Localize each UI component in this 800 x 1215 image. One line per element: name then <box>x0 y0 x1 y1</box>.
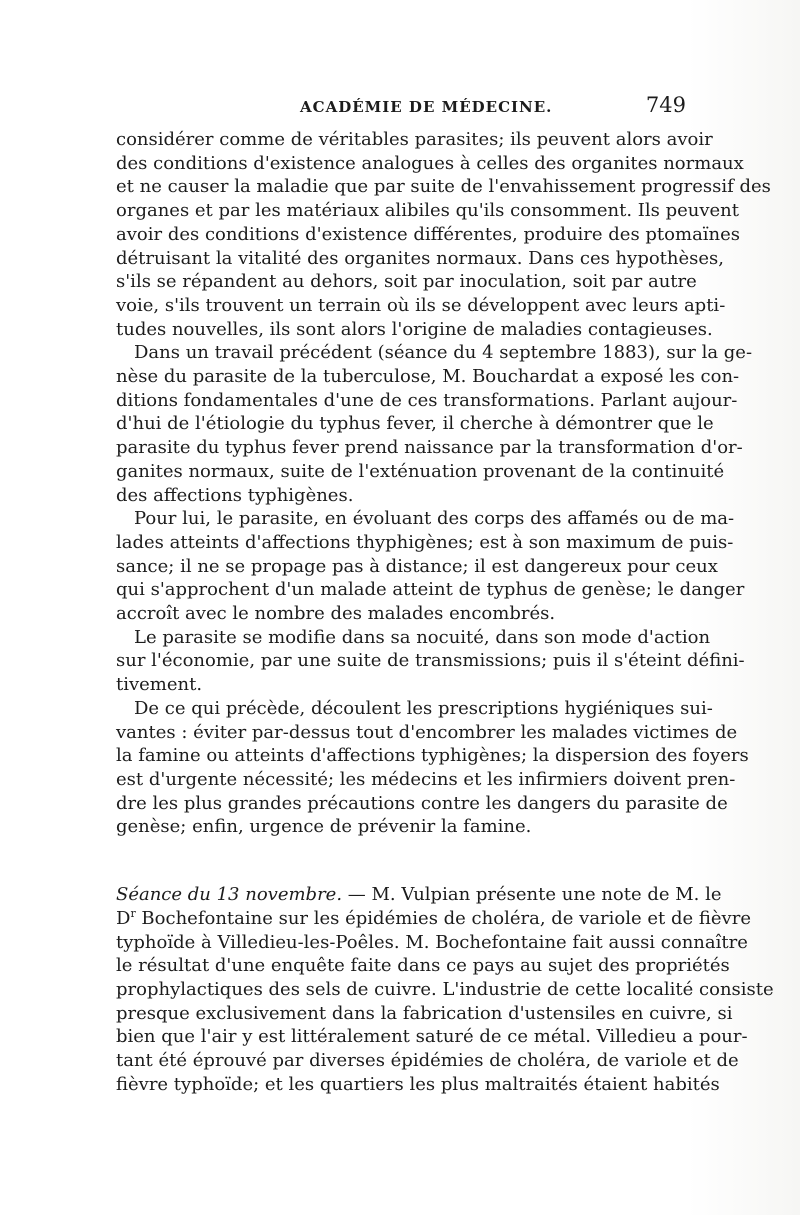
text-line: le résultat d'une enquête faite dans ce pays au sujet des propriétés <box>116 955 730 977</box>
seance-line <box>116 906 751 931</box>
text-line: Pour lui, le parasite, en évoluant des corps des affamés ou de ma- <box>134 508 735 530</box>
running-head: ACADÉMIE DE MÉDECINE. <box>300 98 553 116</box>
text-line: accroît avec le nombre des malades encombrés. <box>116 603 556 625</box>
text-line: Dans un travail précédent (séance du 4 septembre 1883), sur la ge- <box>134 342 753 364</box>
text-line: voie, s'ils trouvent un terrain où ils se développent avec leurs apti- <box>116 294 726 316</box>
body-text <box>116 128 774 1096</box>
text-line: tant été éprouvé par diverses épidémies de choléra, de variole et de <box>116 1050 739 1072</box>
text-line: est d'urgente nécessité; les médecins et les infirmiers doivent pren- <box>116 768 736 790</box>
text-line: des affections typhigènes. <box>116 484 354 506</box>
seance-line-text: — M. Vulpian présente une note de M. le <box>342 884 722 906</box>
text-line: considérer comme de véritables parasites; ils peuvent alors avoir <box>116 129 713 150</box>
text-line: dre les plus grandes précautions contre les dangers du parasite de <box>116 792 728 814</box>
doctor-abbrev: D <box>116 907 131 929</box>
text-line: De ce qui précède, découlent les prescriptions hygiéniques sui- <box>134 697 713 719</box>
text-line: genèse; enfin, urgence de prévenir la famine. <box>116 816 532 838</box>
seance-line-text: Bochefontaine sur les épidémies de choléra, de variole et de fièvre <box>135 907 751 929</box>
text-line: sance; il ne se propage pas à distance; il est dangereux pour ceux <box>116 555 718 577</box>
text-line: d'hui de l'étiologie du typhus fever, il cherche à démontrer que le <box>116 413 714 435</box>
text-line: ganites normaux, suite de l'exténuation provenant de la continuité <box>116 460 725 482</box>
text-line: typhoïde à Villedieu-les-Poêles. M. Bochefontaine fait aussi connaître <box>116 931 748 953</box>
text-line: détruisant la vitalité des organites normaux. Dans ces hypothèses, <box>116 247 725 269</box>
text-line: ditions fondamentales d'une de ces transformations. Parlant aujour- <box>116 389 738 411</box>
page-header <box>116 93 686 122</box>
text-line: presque exclusivement dans la fabrication d'ustensiles en cuivre, si <box>116 1002 733 1024</box>
text-line: qui s'approchent d'un malade atteint de typhus de genèse; le danger <box>116 579 745 601</box>
text-line: parasite du typhus fever prend naissance par la transformation d'or- <box>116 437 743 459</box>
doctor-abbrev-sup: r <box>130 906 136 920</box>
text-line: prophylactiques des sels de cuivre. L'industrie de cette localité consiste <box>116 978 774 1000</box>
text-line: la famine ou atteints d'affections typhigènes; la dispersion des foyers <box>116 745 749 767</box>
seance-line <box>116 883 722 907</box>
text-line: nèse du parasite de la tuberculose, M. Bouchardat a exposé les con- <box>116 366 740 388</box>
text-line: bien que l'air y est littéralement saturé de ce métal. Villedieu a pour- <box>116 1026 748 1048</box>
text-line: tudes nouvelles, ils sont alors l'origine de maladies contagieuses. <box>116 318 713 340</box>
text-line: vantes : éviter par-dessus tout d'encombrer les malades victimes de <box>116 721 738 743</box>
text-line: tivement. <box>116 674 203 696</box>
text-line: et ne causer la maladie que par suite de l'envahissement progressif des <box>116 176 771 198</box>
page-number: 749 <box>645 93 686 117</box>
text-line: fièvre typhoïde; et les quartiers les plus maltraités étaient habités <box>116 1073 720 1095</box>
text-line: avoir des conditions d'existence différentes, produire des ptomaïnes <box>116 223 741 245</box>
text-line: organes et par les matériaux alibiles qu'ils consomment. Ils peuvent <box>116 200 740 222</box>
text-line: sur l'économie, par une suite de transmissions; puis il s'éteint défini- <box>116 650 745 672</box>
text-line: s'ils se répandent au dehors, soit par inoculation, soit par autre <box>116 271 697 293</box>
text-line: des conditions d'existence analogues à celles des organites normaux <box>116 152 744 174</box>
seance-label: Séance du 13 novembre. <box>116 884 343 906</box>
text-line: lades atteints d'affections thyphigènes; est à son maximum de puis- <box>116 531 734 553</box>
text-line: Le parasite se modifie dans sa nocuité, dans son mode d'action <box>134 626 711 648</box>
section-gap <box>116 839 688 883</box>
